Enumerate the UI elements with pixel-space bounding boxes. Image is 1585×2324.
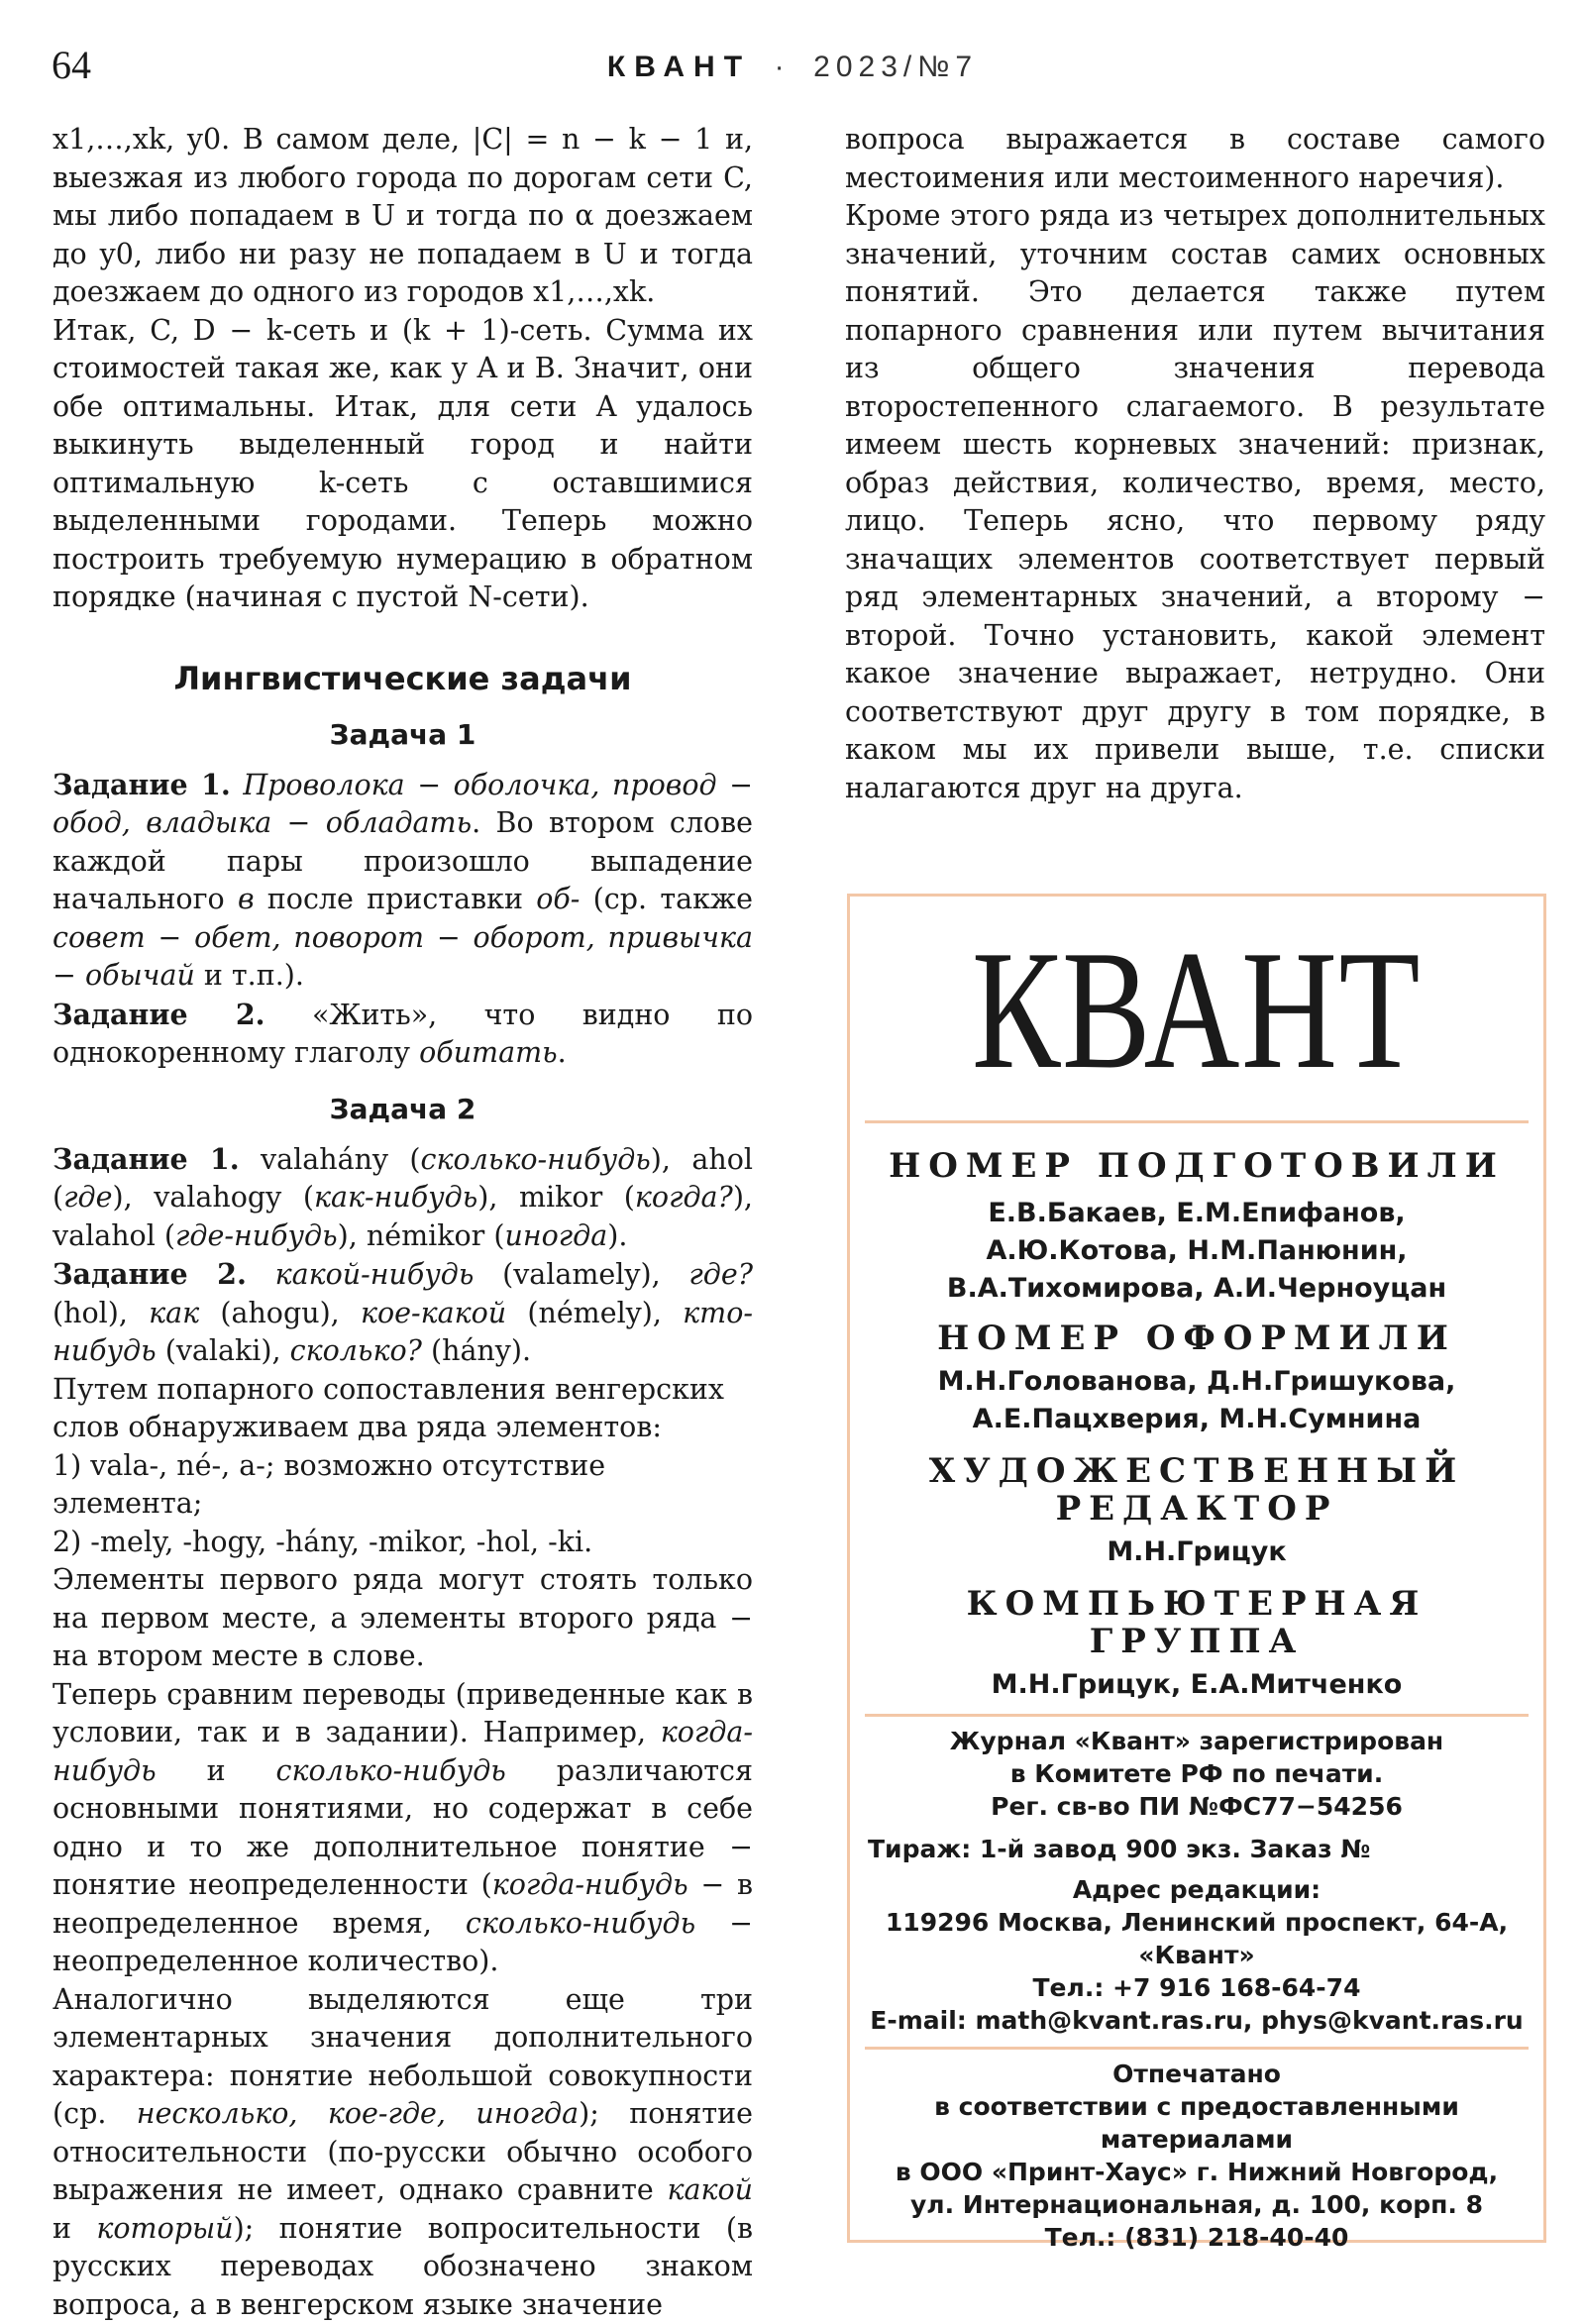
text: Теперь сравним переводы (приведенные как в условии, так и в задании). Например, — [53, 1678, 753, 1749]
text: − неопределенное количество). — [53, 1907, 753, 1978]
text: (valaki), — [157, 1334, 290, 1367]
phone-line: Тел.: +7 916 168-64-74 — [860, 1971, 1533, 2004]
text: (hány). — [422, 1334, 531, 1367]
task-1-answer-1 — [53, 766, 753, 996]
email-line: E-mail: math@kvant.ras.ru, phys@kvant.ras.ru — [860, 2004, 1533, 2037]
word: как — [149, 1297, 199, 1329]
word: сколько-нибудь — [421, 1143, 651, 1176]
dash: − — [271, 806, 326, 839]
text: различаются основными понятиями, но содержат в себе одно и то же дополнительное понятие − понятие неопределенности ( — [53, 1754, 753, 1902]
text: ); понятие вопросительности (в русских переводах обозначено знаком вопроса, а в венгерском языке значение — [53, 2212, 753, 2321]
task-1-title: Задача 1 — [53, 716, 753, 754]
journal-title — [0, 50, 1585, 84]
word: совет — [53, 921, 146, 954]
names-line: В.А.Тихомирова, А.И.Черноуцан — [860, 1270, 1533, 1308]
registration-line: Журнал «Квант» зарегистрирован — [860, 1725, 1533, 1757]
heading-prepared: НОМЕР ПОДГОТОВИЛИ — [860, 1147, 1533, 1185]
word: в — [238, 883, 255, 915]
answer-label: Задание 2. — [53, 1257, 247, 1291]
word: который — [96, 2212, 233, 2245]
element-row-1: 1) vala-, né-, a-; возможно отсутствие элемента; — [53, 1447, 753, 1524]
text: Аналогично выделяются еще три элементарных значения дополнительного характера: понятие небольшой совокупности (ср. — [53, 1983, 753, 2131]
text: ); понятие относительности (по-русски обычно особого выражения не имеет, однако сравните — [53, 2097, 753, 2206]
word: обет, поворот — [194, 921, 424, 954]
circulation-line: Тираж: 1-й завод 900 экз. Заказ № — [860, 1833, 1533, 1865]
registration-line: в Комитете РФ по печати. — [860, 1757, 1533, 1790]
imprint-box — [847, 894, 1546, 2243]
word: как-нибудь — [314, 1181, 477, 1214]
word: когда-нибудь — [53, 1716, 753, 1787]
printing-line: в ООО «Принт-Хаус» г. Нижний Новгород, — [860, 2156, 1533, 2188]
paragraph-conclusion: Итак, C, D − k-сеть и (k + 1)-сеть. Сумма их стоимостей такая же, как у A и B. Значит, они обе оптимальны. Итак, для сети A удалось выкинуть выделенный город и найти оптимальную k-сеть с оставшимися выделенными городами. Теперь можно построить требуемую нумерацию в обратном порядке (начиная с пустой N-сети). — [53, 312, 753, 617]
word: обод, владыка — [53, 806, 271, 839]
word: где-нибудь — [175, 1219, 338, 1252]
names-line: М.Н.Голованова, Д.Н.Гришукова, — [860, 1363, 1533, 1401]
answer-label: Задание 1. — [53, 1142, 240, 1176]
dash: − — [146, 921, 194, 954]
text: (ср. также — [580, 883, 753, 915]
word: когда-нибудь — [492, 1868, 688, 1901]
paragraph-proof-end: x1,…,xk, y0. В самом деле, |C| = n − k − 1 и, выезжая из любого города по дорогам сети C, мы либо попадаем в U и тогда по α доезжаем до y0, либо ни разу не попадаем в U и тогда доезжаем до одного из городов x1,…,xk. — [53, 121, 753, 312]
credits-block — [850, 1123, 1543, 1714]
names-line: А.Е.Пацхверия, М.Н.Сумнина — [860, 1401, 1533, 1438]
word: оболочка, провод — [454, 769, 717, 801]
text: ), ahol ( — [53, 1143, 753, 1215]
paragraph-additional-meanings — [53, 1981, 753, 2324]
word: какой — [667, 2173, 753, 2206]
registration-block — [850, 1717, 1543, 2047]
text: valahány ( — [240, 1143, 421, 1176]
paragraph-comparison: Путем попарного сопоставления венгерских слов обнаруживаем два ряда элементов: — [53, 1371, 753, 1447]
word: где — [63, 1181, 112, 1214]
word: какой-нибудь — [247, 1258, 475, 1291]
text: после приставки — [255, 883, 537, 915]
word: когда? — [635, 1181, 733, 1214]
word: несколько, кое-где, иногда — [137, 2097, 579, 2130]
text: (ahogu), — [199, 1297, 361, 1329]
dash: − — [405, 769, 454, 801]
text: (némely), — [506, 1297, 683, 1329]
address-line: «Квант» — [860, 1939, 1533, 1971]
left-column — [53, 121, 753, 2324]
text: ). — [607, 1219, 627, 1252]
task-2-title: Задача 2 — [53, 1091, 753, 1128]
printing-line: ул. Интернациональная, д. 100, корп. 8 — [860, 2188, 1533, 2221]
paragraph-positions: Элементы первого ряда могут стоять только на первом месте, а элементы второго ряда − на втором месте в слове. — [53, 1561, 753, 1676]
text: (valamely), — [474, 1258, 688, 1291]
word: кое-какой — [361, 1297, 506, 1329]
word: оборот, привычка — [474, 921, 753, 954]
running-header — [0, 0, 1585, 119]
word: Проволока — [243, 769, 404, 801]
names-line: М.Н.Грицук — [860, 1533, 1533, 1571]
answer-label: Задание 2. — [53, 998, 265, 1031]
word: где? — [688, 1258, 753, 1291]
word: об- — [536, 883, 580, 915]
heading-art-editor: ХУДОЖЕСТВЕННЫЙ — [860, 1452, 1533, 1490]
word: обычай — [85, 959, 195, 992]
dash: − — [53, 959, 85, 992]
word: иногда — [504, 1219, 607, 1252]
word: кто-нибудь — [53, 1297, 753, 1368]
task-2-answer-2 — [53, 1255, 753, 1371]
names-line: А.Ю.Котова, Н.М.Панюнин, — [860, 1232, 1533, 1270]
text: (hol), — [53, 1297, 149, 1329]
element-row-2: 2) -mely, -hogy, -hány, -mikor, -hol, -ki. — [53, 1524, 753, 1562]
printing-line: Отпечатано — [860, 2058, 1533, 2090]
page-number: 64 — [52, 42, 91, 88]
word: сколько-нибудь — [276, 1754, 506, 1787]
task-2-answer-1 — [53, 1140, 753, 1256]
text: и т.п.). — [195, 959, 304, 992]
section-title: Лингвистические задачи — [53, 657, 753, 700]
text: ), valahogy ( — [112, 1181, 314, 1214]
journal-name: КВАНТ — [607, 51, 751, 83]
names-line: М.Н.Грицук, Е.А.Митченко — [860, 1666, 1533, 1704]
registration-line: Рег. св-во ПИ №ФС77−54256 — [860, 1790, 1533, 1823]
word: сколько? — [290, 1334, 422, 1367]
paragraph-question-meaning: вопроса выражается в составе самого местоимения или местоименного наречия). — [845, 121, 1545, 197]
word: обитать — [419, 1036, 557, 1069]
heading-art-editor-2: РЕДАКТОР — [860, 1490, 1533, 1528]
paragraph-translations — [53, 1676, 753, 1981]
printing-block — [850, 2050, 1543, 2264]
text: ), mikor ( — [477, 1181, 635, 1214]
answer-label: Задание 1. — [53, 768, 231, 801]
dash: − — [424, 921, 473, 954]
text: ), némikor ( — [338, 1219, 505, 1252]
journal-logo: КВАНТ — [926, 926, 1467, 1095]
word: обладать — [326, 806, 472, 839]
right-column — [845, 121, 1545, 807]
text: . — [558, 1036, 567, 1069]
text: и — [157, 1754, 276, 1787]
text: «Жить», что видно по однокоренному глаголу — [53, 999, 753, 1070]
issue-number: 2023/№7 — [813, 51, 978, 83]
header-separator: · — [775, 51, 791, 83]
heading-designed: НОМЕР ОФОРМИЛИ — [860, 1320, 1533, 1357]
text: − в неопределенное время, — [53, 1868, 753, 1940]
heading-computer-group: КОМПЬЮТЕРНАЯ ГРУППА — [860, 1585, 1533, 1660]
dash: − — [717, 769, 753, 801]
word: сколько-нибудь — [466, 1907, 695, 1940]
text: ), valahol ( — [53, 1181, 753, 1252]
printing-line: материалами — [860, 2123, 1533, 2156]
names-line: Е.В.Бакаев, Е.М.Епифанов, — [860, 1195, 1533, 1232]
address-heading: Адрес редакции: — [860, 1873, 1533, 1906]
paragraph-root-meanings: Кроме этого ряда из четырех дополнительных значений, уточним состав самих основных понятий. Это делается также путем попарного сравнения или путем вычитания из общего значения перевода второстепенного слагаемого. В результате имеем шесть корневых значений: признак, образ действия, количество, время, место, лицо. Теперь ясно, что первому ряду значащих элементов соответствует первый ряд элементарных значений, а второму − второй. Точно установить, какой элемент какое значение выражает, нетрудно. Они соответствуют друг другу в том порядке, в каком мы их привели выше, т.е. списки налагаются друг на друга. — [845, 197, 1545, 807]
printing-phone: Тел.: (831) 218-40-40 — [860, 2221, 1533, 2254]
printing-line: в соответствии с предоставленными — [860, 2090, 1533, 2123]
address-line: 119296 Москва, Ленинский проспект, 64-А, — [860, 1906, 1533, 1939]
task-1-answer-2 — [53, 996, 753, 1073]
text: . Во втором слове каждой пары произошло выпадение начального — [53, 806, 753, 915]
text: и — [53, 2212, 96, 2245]
